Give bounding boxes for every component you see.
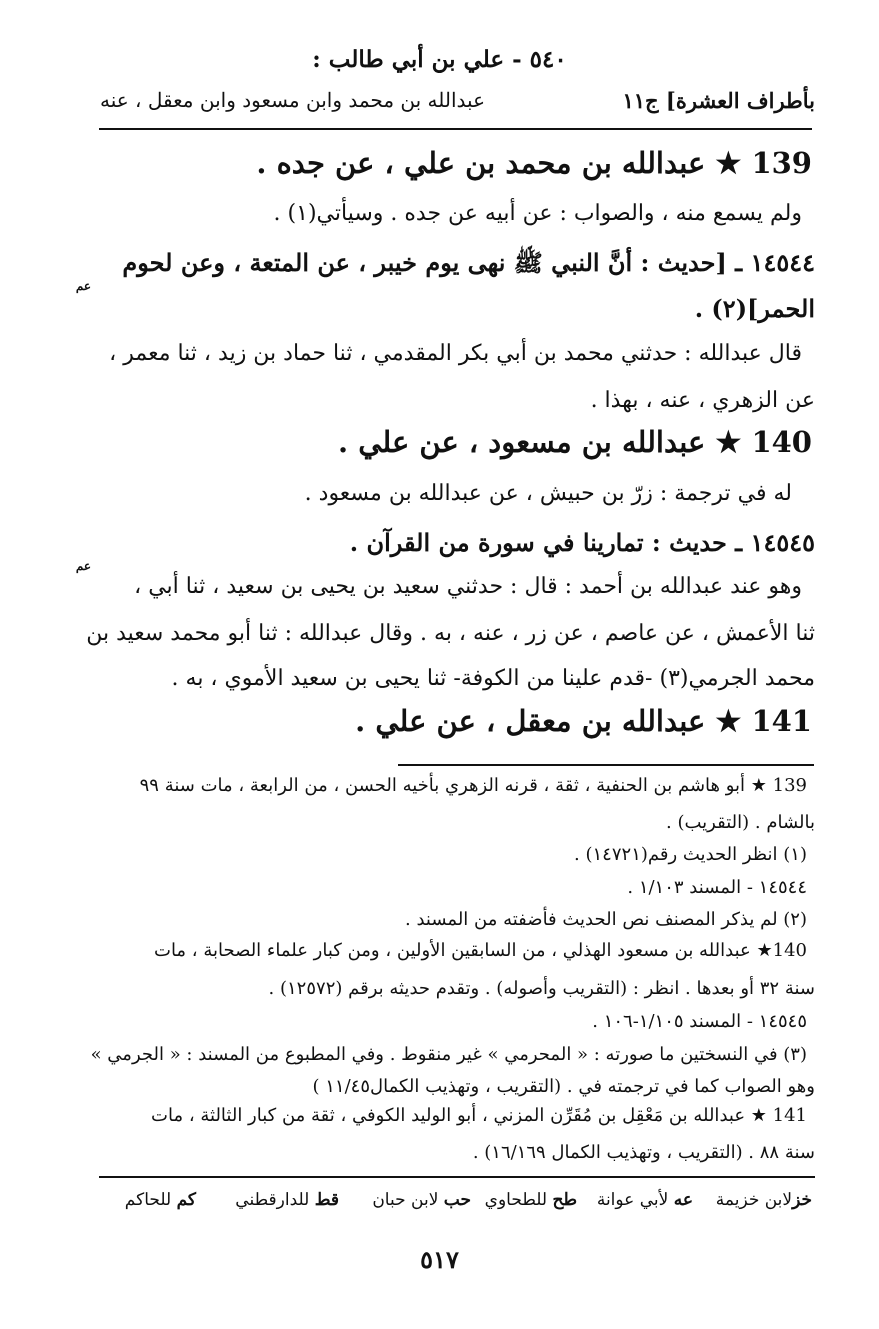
footnote-rule bbox=[398, 764, 814, 766]
abbr-code: قط bbox=[314, 1190, 339, 1210]
abbr-tahawi bbox=[485, 1190, 577, 1210]
footnote-141-line2: سنة ٨٨ . (التقريب ، وتهذيب الكمال ١٦/١٦٩) . bbox=[472, 1142, 815, 1163]
hadith-14544-isnad-line1: قال عبدالله : حدثني محمد بن أبي بكر المقدمي ، ثنا حماد بن زيد ، ثنا معمر ، bbox=[109, 341, 802, 366]
hadith-14545-heading: ١٤٥٤٥ ـ حديث : تمارينا في سورة من القرآن . bbox=[349, 528, 815, 557]
entry-140-heading: 140 ★ عبدالله بن مسعود ، عن علي . bbox=[338, 425, 812, 459]
hadith-14545-isnad-line1: وهو عند عبدالله بن أحمد : قال : حدثني سعيد بن يحيى بن سعيد ، ثنا أبي ، bbox=[134, 574, 802, 599]
footnote-3-line1: (٣) في النسختين ما صورته : « المحرمي » غير منقوط . وفي المطبوع من المسند : « الجرمي » bbox=[90, 1044, 807, 1065]
page-number: ٥١٧ bbox=[420, 1245, 459, 1274]
entry-140-note: له في ترجمة : زرّ بن حبيش ، عن عبدالله بن مسعود . bbox=[304, 481, 792, 506]
footnote-141-line1: 141 ★ عبدالله بن مَعْقِل بن مُقَرِّن المزني ، أبو الوليد الكوفي ، ثقة من كبار الثالثة ، مات bbox=[151, 1105, 807, 1126]
entry-139-note: ولم يسمع منه ، والصواب : عن أبيه عن جده . وسيأتي(١) . bbox=[273, 201, 802, 226]
abbr-text: للدارقطني bbox=[235, 1190, 310, 1210]
abbr-code: طح bbox=[552, 1190, 577, 1210]
footnote-1: (١) انظر الحديث رقم(١٤٧٢١) . bbox=[574, 844, 807, 865]
footnote-14545-source: ١٤٥٤٥ - المسند ١/١٠٥-١٠٦ . bbox=[592, 1011, 807, 1032]
abbr-text: لأبي عوانة bbox=[596, 1190, 669, 1210]
abbreviations-rule bbox=[99, 1176, 815, 1178]
footnote-3-line2: وهو الصواب كما في ترجمته في . (التقريب ، وتهذيب الكمال١١/٤٥ ) bbox=[312, 1076, 815, 1097]
entry-141-heading: 141 ★ عبدالله بن معقل ، عن علي . bbox=[355, 704, 812, 738]
hadith-14544-isnad-line2: عن الزهري ، عنه ، بهذا . bbox=[590, 388, 815, 413]
abbr-ibn-khuzayma bbox=[716, 1190, 812, 1210]
subsection-title: عبدالله بن محمد وابن مسعود وابن معقل ، عنه bbox=[100, 88, 486, 112]
abbr-code: خز bbox=[792, 1190, 812, 1210]
book-reference: بأطراف العشرة] ج١١ bbox=[622, 88, 815, 113]
abbr-text: لابن خزيمة bbox=[715, 1190, 793, 1210]
footnote-140-line2: سنة ٣٢ أو بعدها . انظر : (التقريب وأصوله) . وتقدم حديثه برقم (١٢٥٧٢) . bbox=[268, 978, 815, 999]
hadith-14544-mark: عم bbox=[75, 279, 91, 293]
abbr-hakim bbox=[125, 1190, 196, 1210]
hadith-14544-line1: ١٤٥٤٤ ـ [حديث : أنَّ النبي ﷺ نهى يوم خيبر ، عن المتعة ، وعن لحوم bbox=[122, 248, 815, 277]
abbr-text: للحاكم bbox=[124, 1190, 172, 1210]
abbr-code: حب bbox=[443, 1190, 471, 1210]
abbr-abu-awana bbox=[597, 1190, 693, 1210]
footnote-139-line1: 139 ★ أبو هاشم بن الحنفية ، ثقة ، قرنه الزهري بأخيه الحسن ، من الرابعة ، مات سنة ٩٩ bbox=[139, 775, 807, 796]
abbr-code: عه bbox=[673, 1190, 693, 1210]
footnote-14544-source: ١٤٥٤٤ - المسند ١/١٠٣ . bbox=[627, 877, 807, 898]
hadith-14545-isnad-line2: ثنا الأعمش ، عن عاصم ، عن زر ، عنه ، به . وقال عبدالله : ثنا أبو محمد سعيد بن bbox=[86, 621, 815, 646]
header-rule bbox=[99, 128, 812, 130]
footnote-140-line1: 140★ عبدالله بن مسعود الهذلي ، من السابقين الأولين ، ومن كبار علماء الصحابة ، مات bbox=[154, 940, 807, 961]
footnote-2: (٢) لم يذكر المصنف نص الحديث فأضفته من المسند . bbox=[405, 909, 807, 930]
abbr-daraqutni bbox=[235, 1190, 339, 1210]
abbr-text: للطحاوي bbox=[484, 1190, 548, 1210]
entry-139-heading: 139 ★ عبدالله بن محمد بن علي ، عن جده . bbox=[256, 146, 812, 180]
abbr-text: لابن حبان bbox=[372, 1190, 439, 1210]
abbr-code: كم bbox=[176, 1190, 196, 1210]
chapter-title: ٥٤٠ - علي بن أبي طالب : bbox=[312, 46, 567, 73]
hadith-14545-isnad-line3: محمد الجرمي(٣) -قدم علينا من الكوفة- ثنا يحيى بن سعيد الأموي ، به . bbox=[171, 666, 815, 691]
hadith-14544-line2: الحمر](٢) . bbox=[694, 294, 815, 323]
hadith-14545-mark: عم bbox=[75, 559, 91, 573]
footnote-139-line2: بالشام . (التقريب) . bbox=[666, 812, 815, 833]
abbr-ibn-hibban bbox=[372, 1190, 471, 1210]
